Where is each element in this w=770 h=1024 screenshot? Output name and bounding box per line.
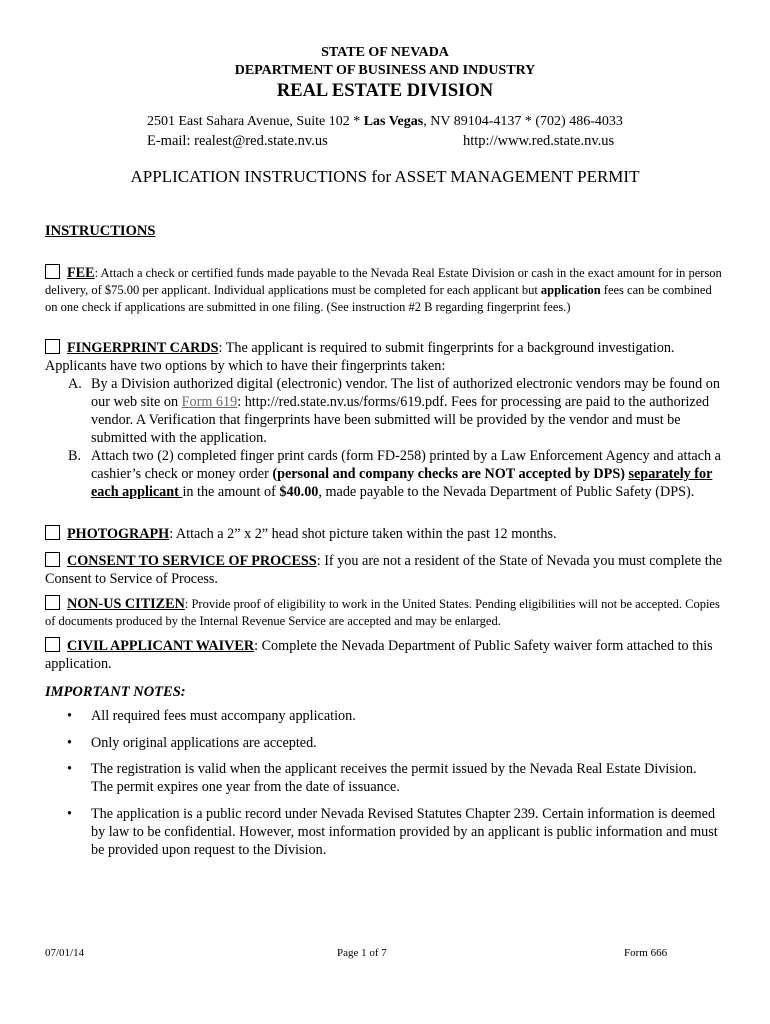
non-us-citizen-instruction: NON-US CITIZEN: Provide proof of eligibility to work in the United States. Pending eligibilities will not be accepted. Copies of documents produced by the Internal Revenue Service are accepted and may be enlarged.	[45, 596, 720, 629]
consent-label: CONSENT TO SERVICE OF PROCESS	[67, 553, 317, 569]
bullet-icon: •	[67, 708, 72, 724]
civil-waiver-checkbox[interactable]	[45, 637, 60, 652]
state-name: STATE OF NEVADA	[321, 45, 449, 60]
consent-instruction: CONSENT TO SERVICE OF PROCESS: If you are not a resident of the State of Nevada you must complete the Consent to Service of Process.	[45, 553, 723, 587]
note-item: • Only original applications are accepted.	[67, 735, 317, 751]
non-us-citizen-label: NON-US CITIZEN	[67, 596, 185, 612]
form-619-link[interactable]: Form 619	[181, 394, 238, 410]
photograph-instruction: PHOTOGRAPH: Attach a 2” x 2” head shot picture taken within the past 12 months.	[45, 525, 725, 543]
fee-label: FEE	[67, 265, 95, 281]
fingerprint-option-a: A. By a Division authorized digital (electronic) vendor. The list of authorized electronic vendors may be found on our web site on Form 619: http://red.state.nv.us/forms/619.pdf. Fees for processing are paid to the authorized vendor. A Verification that fingerprints have been submitted will be provided by the vendor and must be submitted with the application.	[68, 376, 720, 446]
fee-instruction: FEE: Attach a check or certified funds made payable to the Nevada Real Estate Division or cash in the exact amount for in person delivery, of $75.00 per applicant. Individual applications must be completed for each applicant but application fees can be combined on one check if applications are submitted in one filing. (See instruction #2 B regarding fingerprint fees.)	[45, 265, 722, 315]
bullet-icon: •	[67, 761, 72, 777]
note-item: • The registration is valid when the applicant receives the permit issued by the Nevada Real Estate Division. The permit expires one year from the date of issuance.	[67, 761, 697, 795]
footer-form-number: Form 666	[624, 947, 668, 959]
email-address: E-mail: realest@red.state.nv.us	[147, 133, 328, 149]
footer-date: 07/01/14	[45, 947, 85, 959]
division-name: REAL ESTATE DIVISION	[276, 81, 494, 101]
important-notes-heading: IMPORTANT NOTES:	[45, 684, 186, 700]
footer-page-number: Page 1 of 7	[337, 947, 387, 959]
non-us-citizen-checkbox[interactable]	[45, 595, 60, 610]
fingerprint-option-b: B. Attach two (2) completed finger print cards (form FD-258) printed by a Law Enforcement Agency and attach a cashier’s check or money order (personal and company checks are NOT accepted by DPS) separately for each applicant in the amount of $40.00, made payable to the Nevada Department of Public Safety (DPS).	[68, 448, 721, 500]
page-title: APPLICATION INSTRUCTIONS for ASSET MANAGEMENT PERMIT	[130, 167, 640, 186]
website-url: http://www.red.state.nv.us	[463, 133, 615, 149]
department-name: DEPARTMENT OF BUSINESS AND INDUSTRY	[234, 63, 536, 78]
address-line: 2501 East Sahara Avenue, Suite 102 * Las Vegas, NV 89104-4137 * (702) 486-4033	[147, 114, 623, 129]
contact-line	[147, 132, 637, 150]
consent-checkbox[interactable]	[45, 552, 60, 567]
fingerprint-label: FINGERPRINT CARDS	[67, 340, 219, 356]
photograph-checkbox[interactable]	[45, 525, 60, 540]
note-item: • The application is a public record under Nevada Revised Statutes Chapter 239. Certain information is deemed by law to be confidential. However, most information provided by an applicant is public information and must be provided upon request to the Division.	[67, 806, 718, 858]
address-city: Las Vegas	[363, 114, 424, 129]
fingerprint-checkbox[interactable]	[45, 339, 60, 354]
fingerprint-instruction: FINGERPRINT CARDS: The applicant is required to submit fingerprints for a background investigation. Applicants have two options by which to have their fingerprints taken:	[45, 340, 675, 374]
letterhead	[0, 44, 770, 103]
civil-waiver-label: CIVIL APPLICANT WAIVER	[67, 638, 255, 654]
photograph-label: PHOTOGRAPH	[67, 526, 170, 542]
bullet-icon: •	[67, 735, 72, 751]
civil-waiver-instruction: CIVIL APPLICANT WAIVER: Complete the Nevada Department of Public Safety waiver form attached to this application.	[45, 638, 713, 672]
fee-checkbox[interactable]	[45, 264, 60, 279]
note-item: • All required fees must accompany application.	[67, 708, 356, 724]
bullet-icon: •	[67, 806, 72, 822]
instructions-heading: INSTRUCTIONS	[45, 223, 156, 239]
